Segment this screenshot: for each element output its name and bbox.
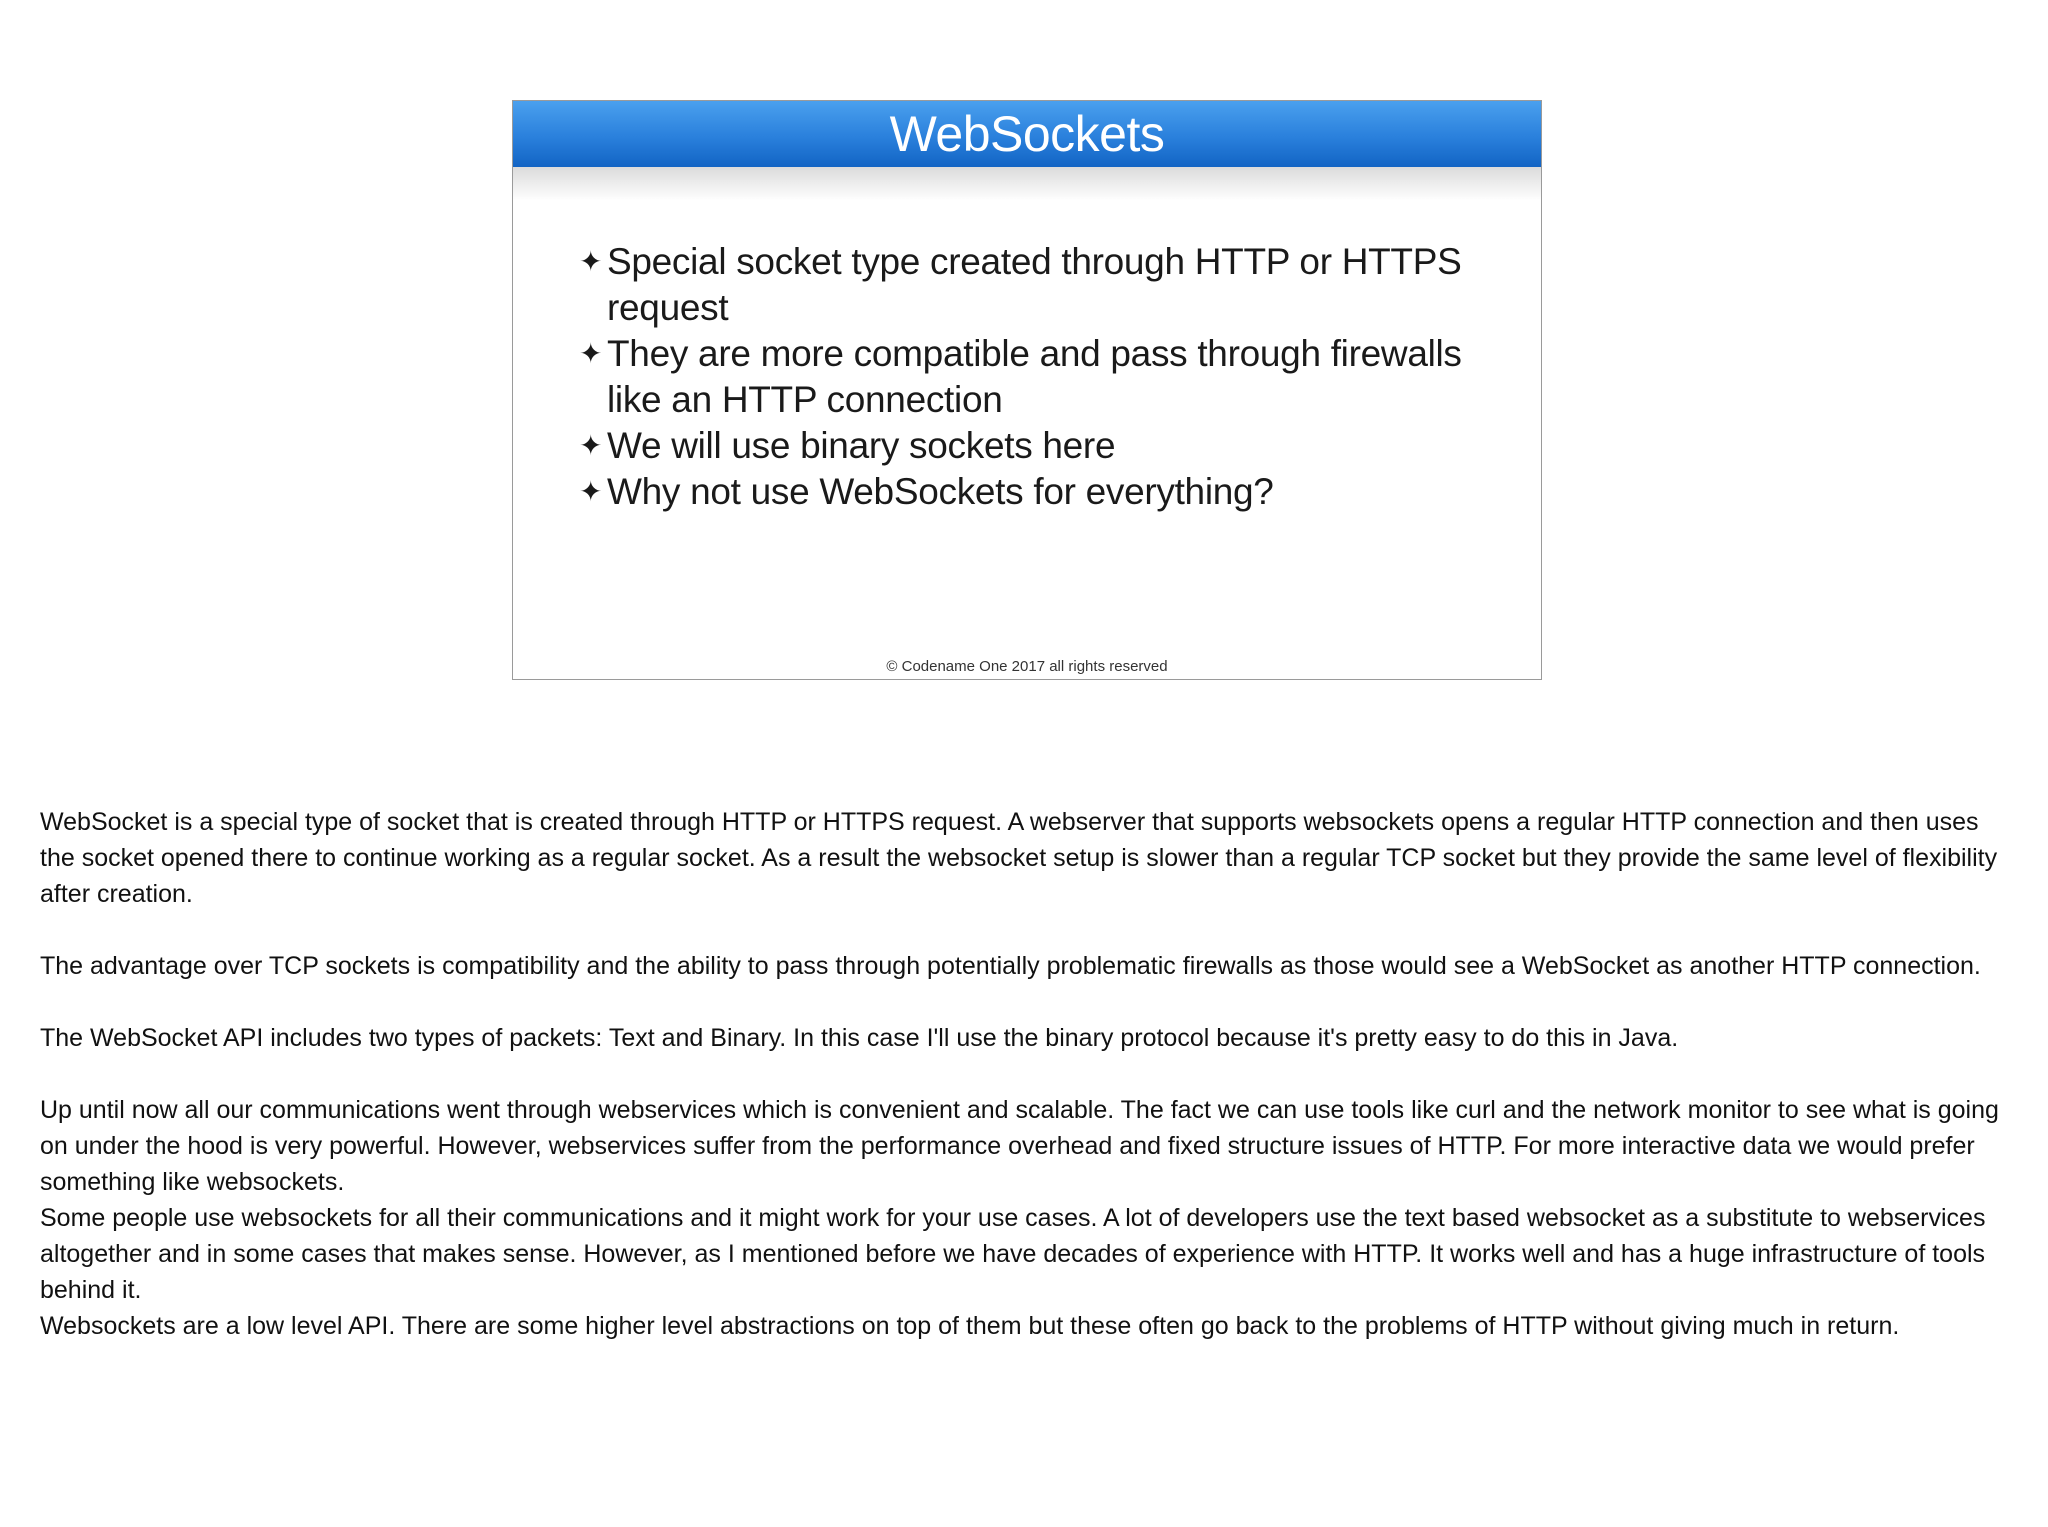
notes-paragraph: The WebSocket API includes two types of packets: Text and Binary. In this case I'll use the binary protocol because it's pretty easy to do this in Java.: [40, 1024, 1679, 1052]
speaker-notes: [40, 804, 2020, 1344]
notes-paragraph: Up until now all our communications went through webservices which is convenient and scalable. The fact we can use tools like curl and the network monitor to see what is going on under the hood is very powerful. However, webservices suffer from the performance overhead and fixed structure issues of HTTP. For more interactive data we would prefer something like websockets.: [40, 1096, 1999, 1196]
notes-paragraph: Some people use websockets for all their communications and it might work for your use cases. A lot of developers use the text based websocket as a substitute to webservices altogether and in some cases that makes sense. However, as I mentioned before we have decades of experience with HTTP. It works well and has a huge infrastructure of tools behind it.: [40, 1204, 1986, 1304]
paragraph-gap: [40, 912, 2020, 948]
slide-bullet-list: [579, 239, 1479, 515]
four-pointed-star-icon: ✦: [579, 245, 603, 278]
slide: [512, 100, 1542, 680]
paragraph-gap: [40, 1056, 2020, 1092]
slide-title: WebSockets: [889, 106, 1165, 162]
notes-paragraph: WebSocket is a special type of socket that is created through HTTP or HTTPS request. A webserver that supports websockets opens a regular HTTP connection and then uses the socket opened there to continue working as a regular socket. As a result the websocket setup is slower than a regular TCP socket but they provide the same level of flexibility after creation.: [40, 808, 1998, 908]
paragraph-gap: [40, 984, 2020, 1020]
notes-paragraph: Websockets are a low level API. There are some higher level abstractions on top of them but these often go back to the problems of HTTP without giving much in return.: [40, 1312, 1900, 1340]
slide-bullet: [579, 423, 1479, 469]
slide-bullet: [579, 331, 1479, 423]
slide-bullet-text: They are more compatible and pass through firewalls like an HTTP connection: [607, 333, 1462, 420]
four-pointed-star-icon: ✦: [579, 337, 603, 370]
slide-bullet-text: We will use binary sockets here: [607, 425, 1116, 466]
slide-bullet-text: Special socket type created through HTTP or HTTPS request: [607, 241, 1462, 328]
slide-bullet-text: Why not use WebSockets for everything?: [607, 471, 1274, 512]
slide-header-shadow: [513, 167, 1541, 201]
four-pointed-star-icon: ✦: [579, 429, 603, 462]
slide-footer-copyright: © Codename One 2017 all rights reserved: [886, 658, 1168, 675]
notes-paragraph: The advantage over TCP sockets is compatibility and the ability to pass through potentially problematic firewalls as those would see a WebSocket as another HTTP connection.: [40, 952, 1981, 980]
four-pointed-star-icon: ✦: [579, 475, 603, 508]
slide-bullet: [579, 469, 1479, 515]
slide-bullet: [579, 239, 1479, 331]
